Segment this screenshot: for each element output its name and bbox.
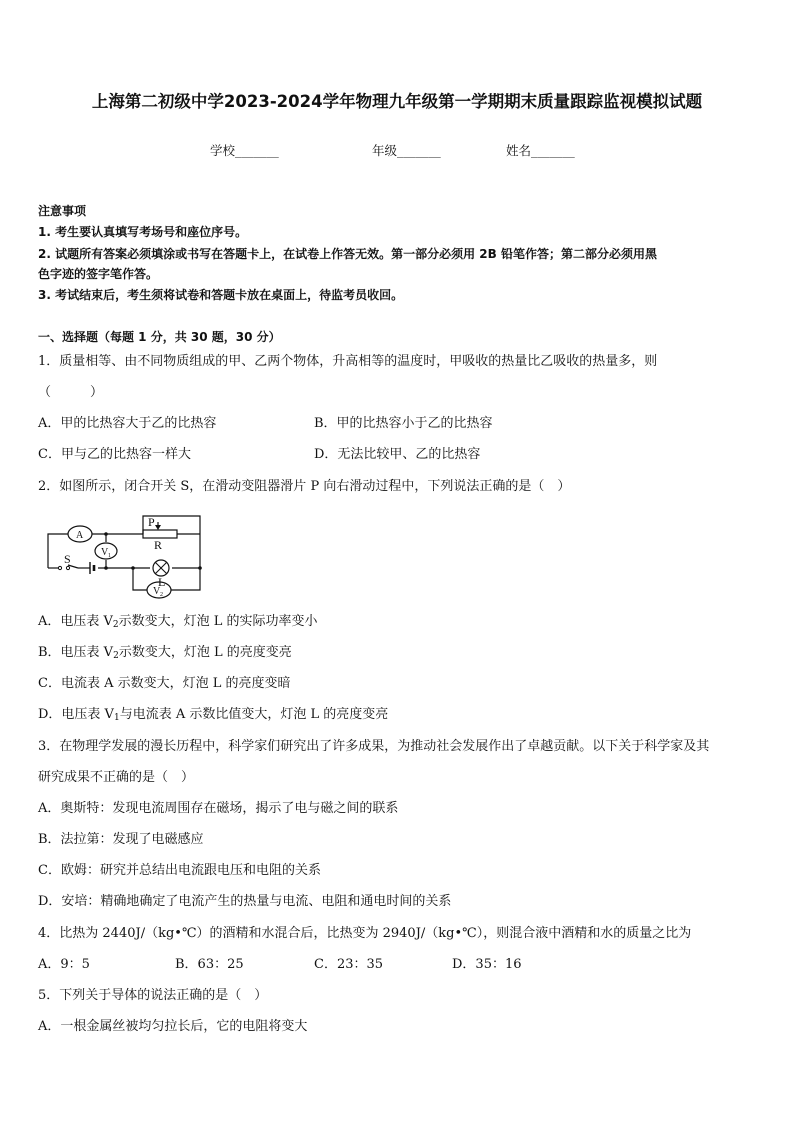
question-4-stem: 4．比热为 2440J/（kg•℃）的酒精和水混合后，比热变为 2940J/（kg•℃），则混合液中酒精和水的质量之比为 xyxy=(38,926,692,941)
notice-heading: 注意事项 xyxy=(38,204,87,218)
text: B．电压表 V xyxy=(38,645,114,660)
q1-option-a: A．甲的比热容大于乙的比热容 xyxy=(38,416,217,431)
q2-option-a xyxy=(38,613,760,634)
subscript: 2 xyxy=(112,620,119,630)
question-3-stem-cont: 研究成果不正确的是（ ） xyxy=(38,770,195,785)
q3-option-d: D．安培：精确地确定了电流产生的热量与电流、电阻和通电时间的关系 xyxy=(38,894,452,909)
label-v1: V xyxy=(101,547,109,558)
subscript: 1 xyxy=(113,713,120,723)
student-info xyxy=(0,141,794,161)
section-heading: 一、选择题（每题 1 分，共 30 题，30 分） xyxy=(38,330,281,344)
question-3-stem: 3．在物理学发展的漫长历程中，科学家们研究出了许多成果，为推动社会发展作出了卓越贡献。以下关于科学家及其 xyxy=(38,739,710,754)
q1-option-d: D．无法比较甲、乙的比热容 xyxy=(314,447,481,462)
text: 示数变大，灯泡 L 的亮度变亮 xyxy=(118,645,292,660)
q1-option-b: B．甲的比热容小于乙的比热容 xyxy=(314,416,493,431)
text: 与电流表 A 示数比值变大，灯泡 L 的亮度变亮 xyxy=(119,707,389,722)
label-v1-sub: 1 xyxy=(108,553,111,559)
name-field: 姓名_______ xyxy=(506,143,575,158)
notice-item: 色字迹的签字笔作答。 xyxy=(38,267,159,281)
notice-item: 2. 试题所有答案必须填涂或书写在答题卡上，在试卷上作答无效。第一部分必须用 2B 铅笔作答；第二部分必须用黑 xyxy=(38,247,657,261)
q5-option-a: A．一根金属丝被均匀拉长后，它的电阻将变大 xyxy=(38,1019,308,1034)
q4-option-b: B．63：25 xyxy=(175,957,244,972)
label-r: R xyxy=(154,538,163,552)
notice-item: 1. 考生要认真填写考场号和座位序号。 xyxy=(38,225,248,239)
q2-option-d xyxy=(38,706,760,727)
label-a: A xyxy=(76,530,84,541)
q3-option-a: A．奥斯特：发现电流周围存在磁场，揭示了电与磁之间的联系 xyxy=(38,801,399,816)
q2-option-c: C．电流表 A 示数变大，灯泡 L 的亮度变暗 xyxy=(38,676,291,691)
text: D．电压表 V xyxy=(38,707,114,722)
label-p: P xyxy=(148,515,155,529)
q4-option-d: D．35：16 xyxy=(452,957,522,972)
text: A．电压表 V xyxy=(38,614,113,629)
label-l: L xyxy=(158,575,166,589)
q4-option-a: A．9：5 xyxy=(38,957,90,972)
label-s: S xyxy=(64,552,71,566)
notice-item: 3. 考试结束后，考生须将试卷和答题卡放在桌面上，待监考员收回。 xyxy=(38,288,404,302)
school-field: 学校_______ xyxy=(210,143,279,158)
q3-option-b: B．法拉第：发现了电磁感应 xyxy=(38,832,204,847)
q1-option-c: C．甲与乙的比热容一样大 xyxy=(38,447,191,462)
q4-option-c: C．23：35 xyxy=(314,957,384,972)
q3-option-c: C．欧姆：研究并总结出电流跟电压和电阻的关系 xyxy=(38,863,321,878)
text: 示数变大，灯泡 L 的实际功率变小 xyxy=(118,614,318,629)
circuit-diagram xyxy=(40,512,210,606)
answer-paren: （ ） xyxy=(38,385,104,400)
label-v2: V xyxy=(153,586,161,597)
question-5-stem: 5．下列关于导体的说法正确的是（ ） xyxy=(38,988,268,1003)
question-2-stem: 2．如图所示，闭合开关 S，在滑动变阻器滑片 P 向右滑动过程中，下列说法正确的是（ ） xyxy=(38,479,571,494)
subscript: 2 xyxy=(113,651,119,661)
page-title: 上海第二初级中学2023-2024学年物理九年级第一学期期末质量跟踪监视模拟试题 xyxy=(91,92,703,111)
grade-field: 年级_______ xyxy=(372,143,441,158)
label-v2-sub: 2 xyxy=(160,592,163,598)
question-1-stem: 1．质量相等、由不同物质组成的甲、乙两个物体，升高相等的温度时，甲吸收的热量比乙吸收的热量多，则 xyxy=(38,354,658,369)
q2-option-b xyxy=(38,644,760,665)
